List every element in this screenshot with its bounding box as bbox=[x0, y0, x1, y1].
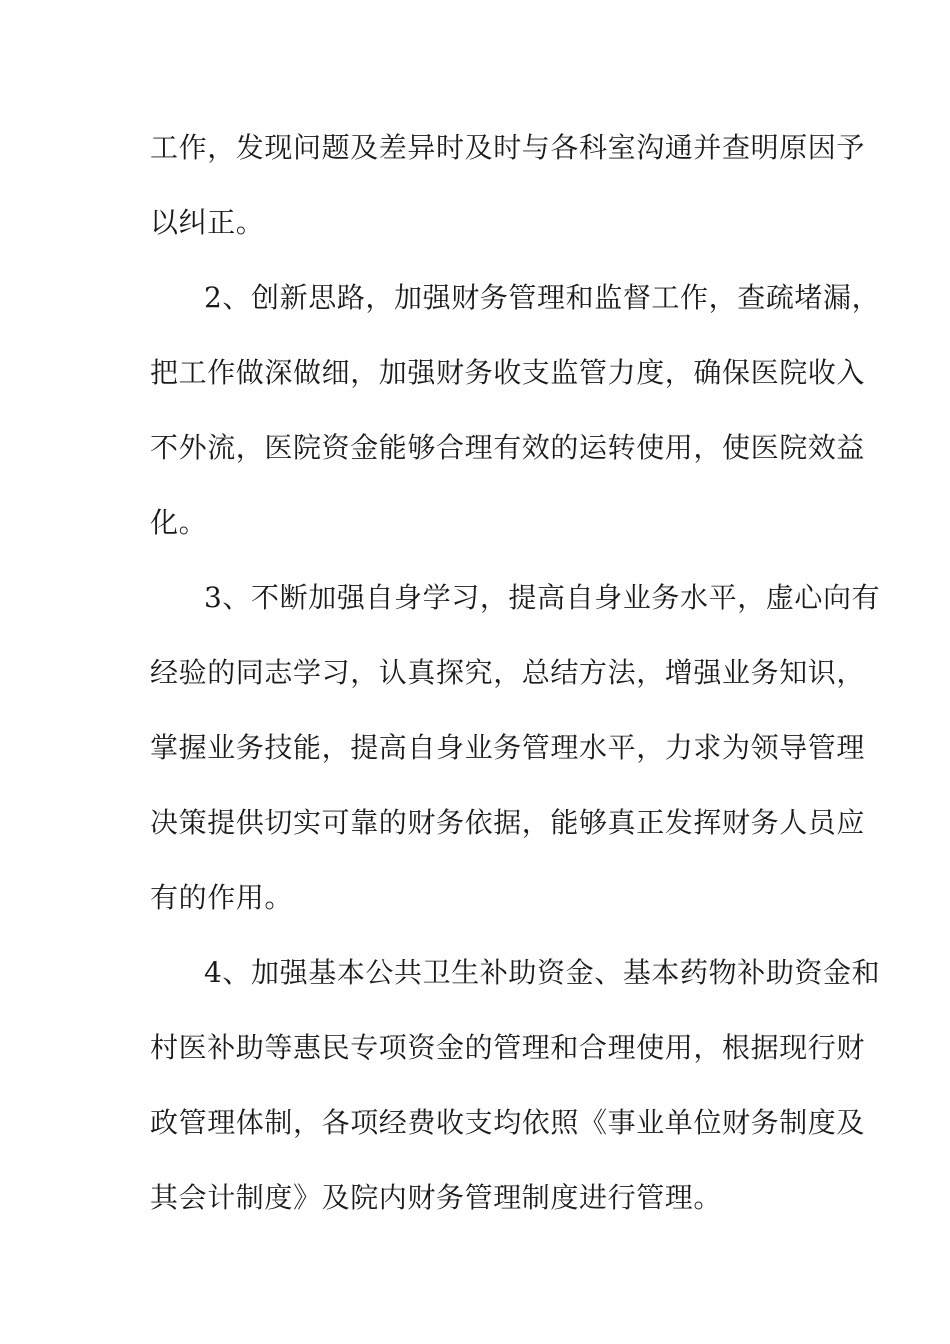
paragraph-3-line-5: 有的作用。 bbox=[150, 881, 294, 914]
paragraph-2-line-1: 2、创新思路，加强财务管理和监督工作，查疏堵漏， bbox=[204, 281, 881, 314]
paragraph-2-line-2: 把工作做深做细，加强财务收支监管力度，确保医院收入 bbox=[150, 356, 866, 389]
paragraph-2-line-3: 不外流，医院资金能够合理有效的运转使用，使医院效益 bbox=[150, 431, 866, 464]
paragraph-3-line-4: 决策提供切实可靠的财务依据，能够真正发挥财务人员应 bbox=[150, 806, 866, 839]
paragraph-4-line-4: 其会计制度》及院内财务管理制度进行管理。 bbox=[150, 1181, 723, 1214]
paragraph-4-line-3: 政管理体制，各项经费收支均依照《事业单位财务制度及 bbox=[150, 1106, 866, 1139]
paragraph-1-line-2: 以纠正。 bbox=[150, 206, 265, 239]
paragraph-3-line-2: 经验的同志学习，认真探究，总结方法，增强业务知识， bbox=[150, 656, 866, 689]
paragraph-1-line-1: 工作，发现问题及差异时及时与各科室沟通并查明原因予 bbox=[150, 131, 866, 164]
paragraph-3-line-1: 3、不断加强自身学习，提高自身业务水平，虚心向有 bbox=[204, 581, 881, 614]
paragraph-2-line-4: 化。 bbox=[150, 506, 208, 539]
paragraph-3-line-3: 掌握业务技能，提高自身业务管理水平，力求为领导管理 bbox=[150, 731, 866, 764]
paragraph-4-line-1: 4、加强基本公共卫生补助资金、基本药物补助资金和 bbox=[204, 956, 881, 989]
paragraph-4-line-2: 村医补助等惠民专项资金的管理和合理使用，根据现行财 bbox=[150, 1031, 866, 1064]
